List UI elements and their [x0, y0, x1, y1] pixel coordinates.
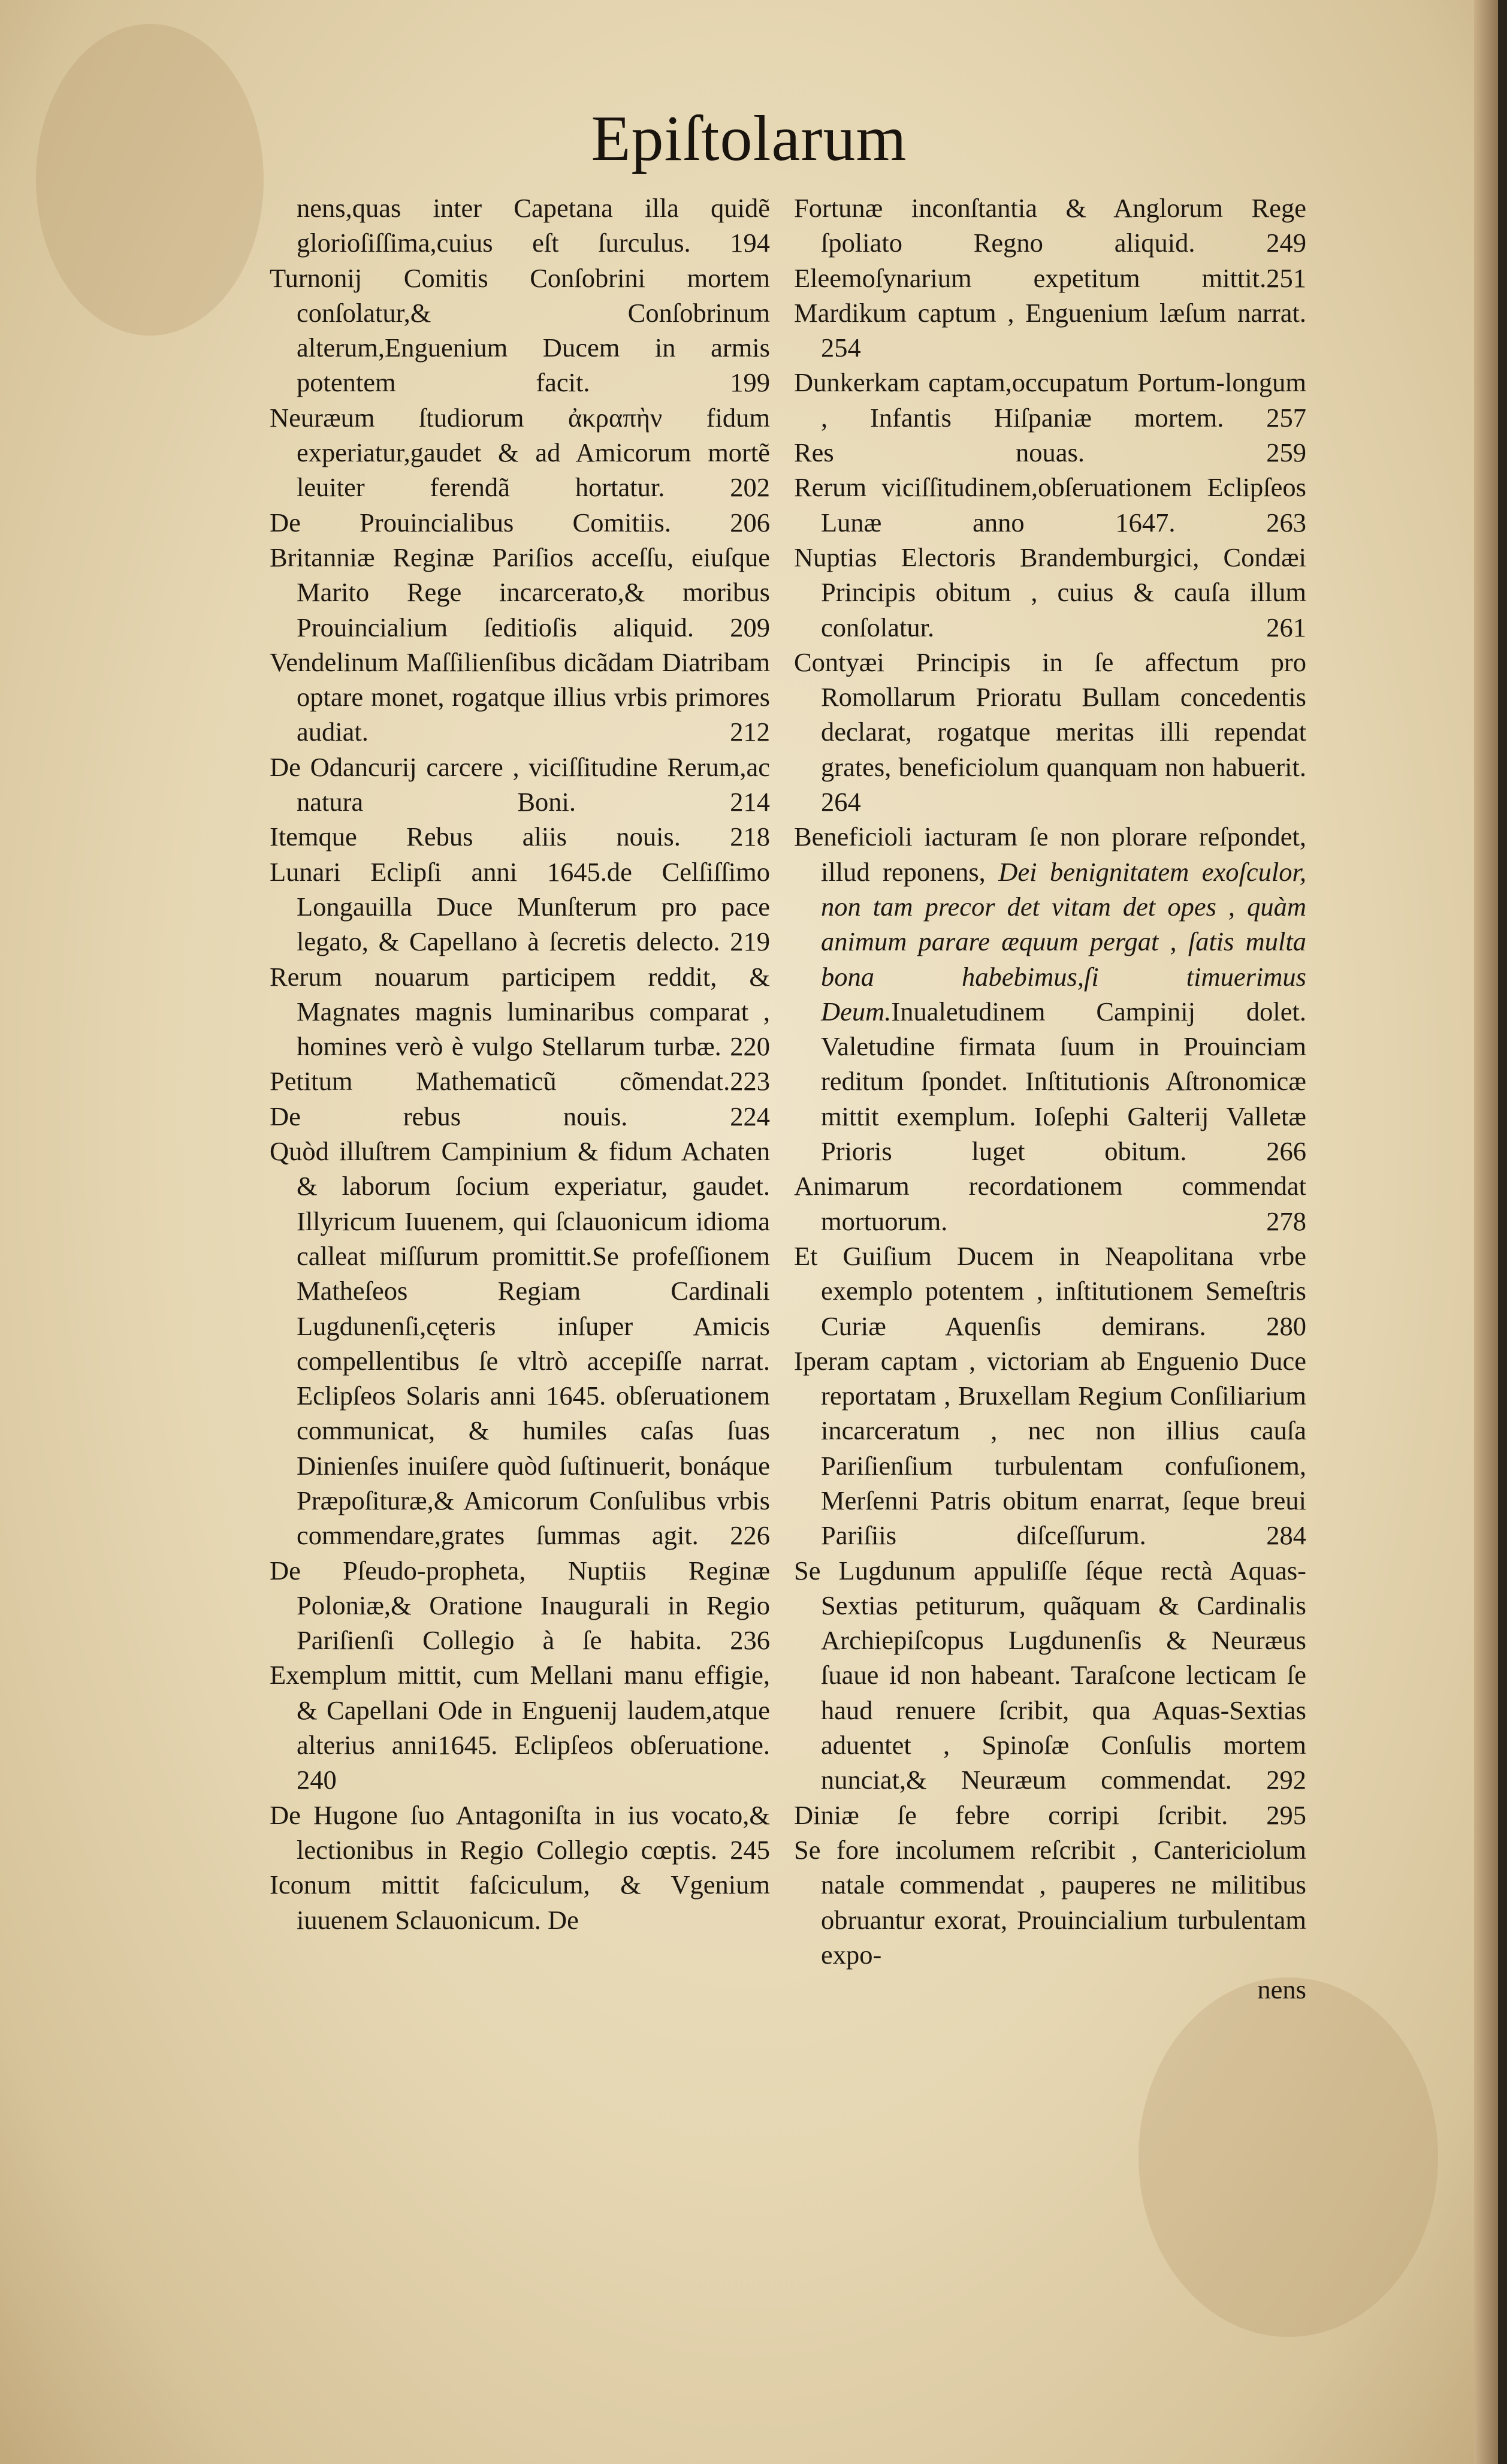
index-entry: Petitum Mathematicũ cõmendat.223 — [270, 1066, 770, 1097]
index-entry: Diniæ ſe febre corripi ſcribit. 295 — [794, 1799, 1306, 1830]
index-entry: Eleemoſynarium expetitum mittit.251 — [794, 262, 1306, 293]
index-entry: De Pſeudo-propheta, Nuptiis Reginæ Poloniæ,& Oratione Inaugurali in Regio Pariſienſi Collegio à ſe habita. 236 — [270, 1555, 770, 1656]
entry-text: Beneficioli iacturam ſe non plorare reſpondet, illud reponens, — [794, 822, 1306, 887]
index-entry: Se Lugdunum appuliſſe ſéque rectà Aquas-Sextias petiturum, quãquam & Cardinalis Archiepiſcopus Lugdunenſis & Neuræus ſuaue id non habeant. Taraſcone lecticam ſe haud renuere ſcribit, qua Aquas-Sextias aduentet , Spinoſæ Conſulis mortem nunciat,& Neuræum commendat. 292 — [794, 1555, 1306, 1795]
index-entry — [794, 819, 1306, 1168]
index-entry: Iperam captam , victoriam ab Enguenio Duce reportatam , Bruxellam Regium Conſiliarium incarceratum , nec non illius cauſa Pariſienſium turbulentam confuſionem, Merſenni Patris obitum enarrat, ſeque breui Pariſiis diſceſſurum. 284 — [794, 1345, 1306, 1551]
index-entry: Vendelinum Maſſilienſibus dicãdam Diatribam optare monet, rogatque illius vrbis primores audiat. 212 — [270, 647, 770, 747]
index-entry: Lunari Eclipſi anni 1645.de Celſiſſimo Longauilla Duce Munſterum pro pace legato, & Capellano à ſecretis delecto. 219 — [270, 856, 770, 957]
index-entry: Nuptias Electoris Brandemburgici, Condæi Principis obitum , cuius & cauſa illum conſolatur. 261 — [794, 542, 1306, 642]
index-entry: De Prouincialibus Comitiis. 206 — [270, 507, 770, 538]
right-column — [794, 191, 1306, 2007]
index-entry: Rerum nouarum participem reddit, & Magnates magnis luminaribus comparat , homines verò è vulgo Stellarum turbæ. 220 — [270, 961, 770, 1062]
index-entry: Exemplum mittit, cum Mellani manu effigie, & Capellani Ode in Enguenij laudem,atque alterius anni1645. Eclipſeos obſeruatione. 240 — [270, 1660, 770, 1795]
page-edge — [1474, 0, 1498, 2464]
index-entry: Contyæi Principis in ſe affectum pro Romollarum Prioratu Bullam concedentis declarat, rogatque meritas illi rependat grates, beneficiolum quanquam non habuerit. 264 — [794, 647, 1306, 817]
index-entry: Et Guiſium Ducem in Neapolitana vrbe exemplo potentem , inſtitutionem Semeſtris Curiæ Aquenſis demirans. 280 — [794, 1240, 1306, 1341]
paper-stain — [36, 24, 264, 336]
index-entry: De Odancurij carcere , viciſſitudine Rerum,ac natura Boni. 214 — [270, 751, 770, 817]
left-column — [270, 191, 770, 1937]
index-entry: Turnonij Comitis Conſobrini mortem conſolatur,& Conſobrinum alterum,Enguenium Ducem in armis potentem facit. 199 — [270, 262, 770, 398]
index-entry: Rerum viciſſitudinem,obſeruationem Eclipſeos Lunæ anno 1647. 263 — [794, 472, 1306, 538]
index-entry: Mardikum captum , Enguenium læſum narrat. 254 — [794, 297, 1306, 363]
index-entry: Dunkerkam captam,occupatum Portum-longum , Infantis Hiſpaniæ mortem. 257 — [794, 367, 1306, 433]
index-entry: Fortunæ inconſtantia & Anglorum Rege ſpoliato Regno aliquid. 249 — [794, 193, 1306, 258]
index-entry: Iconum mittit faſciculum, & Vgenium iuuenem Sclauonicum. De — [270, 1870, 770, 1935]
index-entry: Itemque Rebus aliis nouis. 218 — [270, 822, 770, 852]
entry-text: Inualetudinem Campinij dolet. Valetudine firmata ſuum in Prouinciam reditum ſpondet. Inſtitutionis Aſtronomicæ mittit exemplum. Ioſephi Galterij Valletæ Prioris luget obitum. 266 — [821, 996, 1306, 1167]
index-entry: nens,quas inter Capetana illa quidẽ glorioſiſſima,cuius eſt ſurculus. 194 — [297, 193, 770, 258]
index-entry: Res nouas. 259 — [794, 437, 1306, 468]
index-entry: Animarum recordationem commendat mortuorum. 278 — [794, 1171, 1306, 1236]
entry-quotation: Dei benignitatem exoſculor, non tam precor det vitam det opes , quàm animum parare æquum pergat , ſatis multa bona habebimus,ſi timuerimus Deum. — [821, 856, 1306, 1026]
index-entry: Neuræum ſtudiorum ἀκραπὴν fidum experiatur,gaudet & ad Amicorum mortẽ leuiter ferendã hortatur. 202 — [270, 402, 770, 503]
running-head: Epiſtolarum — [591, 103, 907, 174]
index-entry: Se fore incolumem reſcribit , Cantericiolum natale commendat , pauperes ne militibus obruantur exorat, Prouincialium turbulentam expo- — [794, 1834, 1306, 1970]
paper-stain — [1138, 1977, 1438, 2337]
index-entry: De rebus nouis. 224 — [270, 1101, 770, 1131]
index-entry: Quòd illuſtrem Campinium & fidum Achaten & laborum ſocium experiatur, gaudet. Illyricum Iuuenem, qui ſclauonicum idioma calleat miſſurum promittit.Se profeſſionem Matheſeos Regiam Cardinali Lugdunenſi,cęteris inſuper Amicis compellentibus ſe vltrò accepiſſe narrat. Eclipſeos Solaris anni 1645. obſeruationem communicat, & humiles caſas ſuas Dinienſes inuiſere quòd ſuſtinuerit, bonáque Præpoſituræ,& Amicorum Conſulibus vrbis commendare,grates ſummas agit. 226 — [270, 1136, 770, 1551]
catchword: nens — [1257, 1974, 1306, 2005]
index-entry: De Hugone ſuo Antagoniſta in ius vocato,& lectionibus in Regio Collegio cœptis. 245 — [270, 1799, 770, 1865]
index-entry: Britanniæ Reginæ Pariſios acceſſu, eiuſque Marito Rege incarcerato,& moribus Prouincialium ſeditioſis aliquid. 209 — [270, 542, 770, 642]
